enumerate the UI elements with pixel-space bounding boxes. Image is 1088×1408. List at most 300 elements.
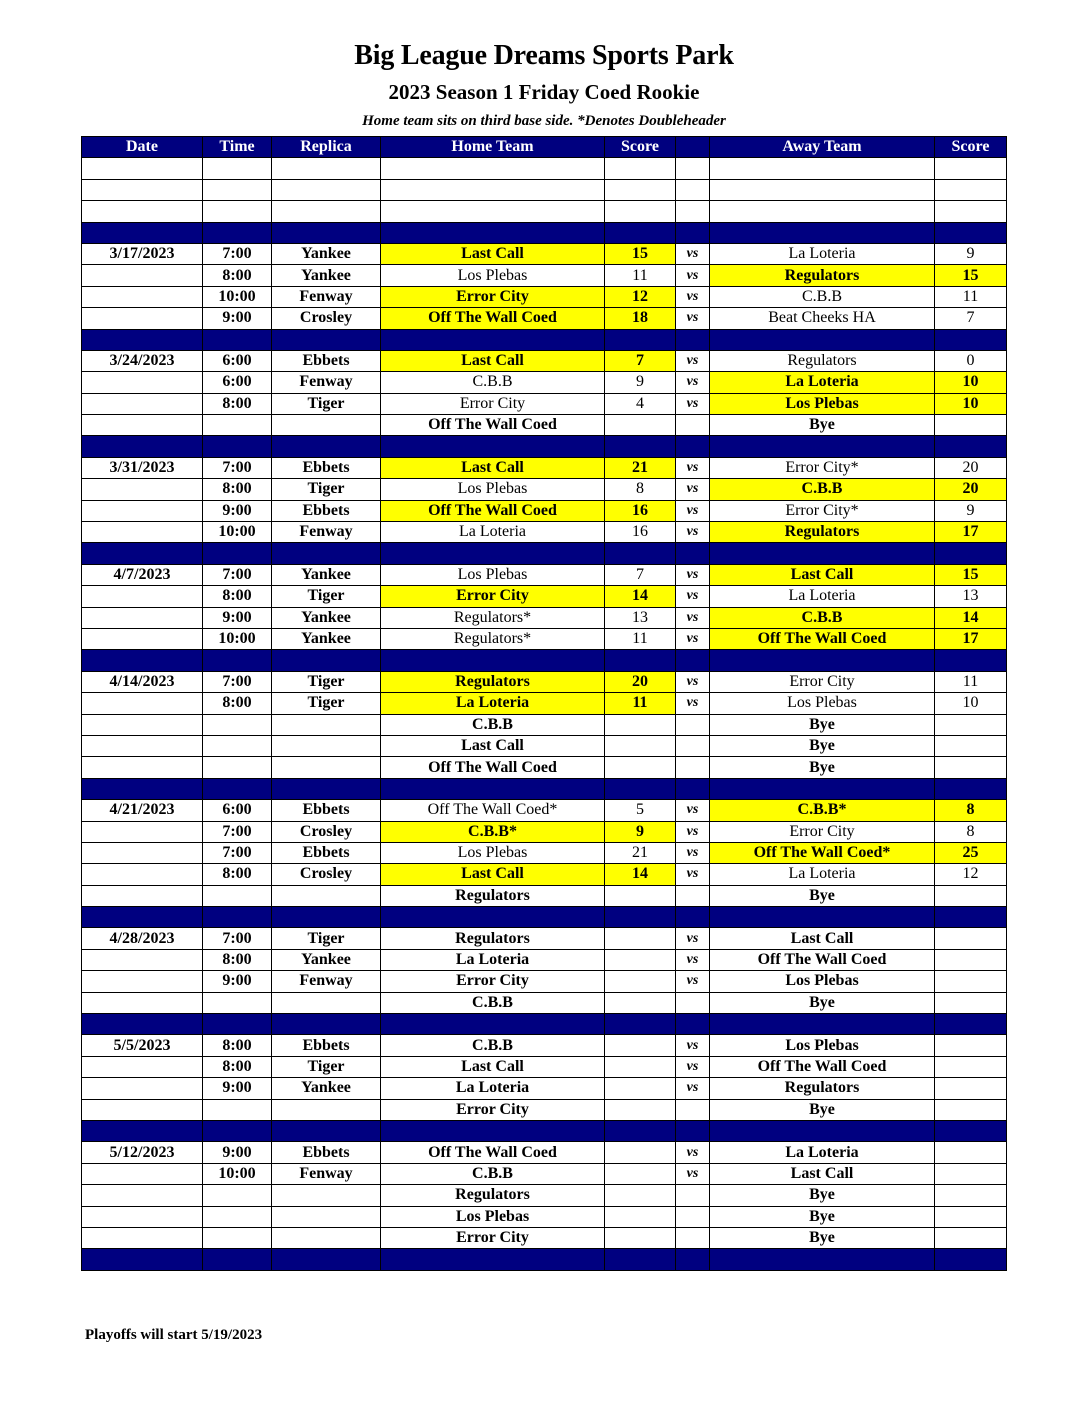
replica-cell bbox=[272, 1099, 381, 1120]
replica-cell: Yankee bbox=[272, 243, 381, 264]
away-team-cell: Bye bbox=[710, 735, 935, 756]
separator-cell bbox=[381, 778, 605, 799]
header-row bbox=[82, 137, 1007, 158]
away-score-cell bbox=[935, 885, 1007, 906]
away-score-cell: 8 bbox=[935, 821, 1007, 842]
separator-cell bbox=[676, 543, 710, 564]
away-score-cell: 25 bbox=[935, 842, 1007, 863]
replica-cell bbox=[272, 415, 381, 436]
separator-cell bbox=[710, 222, 935, 243]
separator-cell bbox=[935, 650, 1007, 671]
separator-cell bbox=[605, 222, 676, 243]
game-row bbox=[82, 1206, 1007, 1227]
separator-cell bbox=[710, 436, 935, 457]
home-score-cell bbox=[605, 971, 676, 992]
home-team-cell: C.B.B* bbox=[381, 821, 605, 842]
separator-cell bbox=[605, 1120, 676, 1141]
home-team-cell: Off The Wall Coed bbox=[381, 415, 605, 436]
page-subtitle: 2023 Season 1 Friday Coed Rookie bbox=[388, 80, 700, 104]
separator-cell bbox=[203, 222, 272, 243]
col-header-away-team: Away Team bbox=[710, 137, 935, 158]
away-score-cell bbox=[935, 735, 1007, 756]
date-cell bbox=[82, 885, 203, 906]
empty-cell bbox=[272, 201, 381, 222]
separator-cell bbox=[381, 1014, 605, 1035]
time-cell: 9:00 bbox=[203, 1142, 272, 1163]
away-score-cell: 10 bbox=[935, 693, 1007, 714]
away-team-cell: Error City* bbox=[710, 500, 935, 521]
home-score-cell: 16 bbox=[605, 500, 676, 521]
replica-cell: Ebbets bbox=[272, 842, 381, 863]
away-team-cell: Off The Wall Coed bbox=[710, 1056, 935, 1077]
vs-cell: vs bbox=[676, 1056, 710, 1077]
away-team-cell: Error City bbox=[710, 821, 935, 842]
separator-cell bbox=[676, 778, 710, 799]
vs-cell: vs bbox=[676, 671, 710, 692]
separator-cell bbox=[381, 907, 605, 928]
game-row bbox=[82, 1078, 1007, 1099]
date-cell bbox=[82, 586, 203, 607]
replica-cell: Ebbets bbox=[272, 800, 381, 821]
separator-cell bbox=[381, 329, 605, 350]
home-team-cell: Regulators bbox=[381, 928, 605, 949]
home-score-cell: 4 bbox=[605, 393, 676, 414]
blank-row bbox=[82, 158, 1007, 179]
vs-cell bbox=[676, 1227, 710, 1248]
time-cell: 9:00 bbox=[203, 1078, 272, 1099]
game-row bbox=[82, 1035, 1007, 1056]
vs-cell: vs bbox=[676, 800, 710, 821]
separator-cell bbox=[676, 436, 710, 457]
empty-cell bbox=[272, 158, 381, 179]
game-row bbox=[82, 286, 1007, 307]
week-separator-row bbox=[82, 1014, 1007, 1035]
away-score-cell: 15 bbox=[935, 265, 1007, 286]
game-row bbox=[82, 243, 1007, 264]
empty-cell bbox=[605, 179, 676, 200]
vs-cell bbox=[676, 885, 710, 906]
separator-cell bbox=[203, 436, 272, 457]
time-cell: 9:00 bbox=[203, 971, 272, 992]
replica-cell: Tiger bbox=[272, 479, 381, 500]
separator-cell bbox=[605, 329, 676, 350]
date-cell: 5/12/2023 bbox=[82, 1142, 203, 1163]
vs-cell: vs bbox=[676, 308, 710, 329]
away-team-cell: Bye bbox=[710, 714, 935, 735]
footer-note: Playoffs will start 5/19/2023 bbox=[85, 1327, 263, 1343]
replica-cell bbox=[272, 714, 381, 735]
date-cell: 4/7/2023 bbox=[82, 564, 203, 585]
separator-cell bbox=[203, 778, 272, 799]
replica-cell: Tiger bbox=[272, 586, 381, 607]
date-cell: 5/5/2023 bbox=[82, 1035, 203, 1056]
game-row bbox=[82, 971, 1007, 992]
away-team-cell: Bye bbox=[710, 415, 935, 436]
away-score-cell bbox=[935, 971, 1007, 992]
away-score-cell: 8 bbox=[935, 800, 1007, 821]
home-score-cell: 11 bbox=[605, 693, 676, 714]
separator-cell bbox=[381, 650, 605, 671]
away-score-cell bbox=[935, 1163, 1007, 1184]
game-row bbox=[82, 457, 1007, 478]
vs-cell: vs bbox=[676, 1163, 710, 1184]
separator-cell bbox=[381, 436, 605, 457]
game-row bbox=[82, 949, 1007, 970]
separator-cell bbox=[710, 650, 935, 671]
empty-cell bbox=[676, 201, 710, 222]
game-row bbox=[82, 350, 1007, 371]
date-cell bbox=[82, 1185, 203, 1206]
game-row bbox=[82, 714, 1007, 735]
home-team-cell: La Loteria bbox=[381, 949, 605, 970]
game-row bbox=[82, 821, 1007, 842]
home-score-cell: 20 bbox=[605, 671, 676, 692]
replica-cell: Tiger bbox=[272, 693, 381, 714]
home-score-cell: 12 bbox=[605, 286, 676, 307]
week-separator-row bbox=[82, 650, 1007, 671]
vs-cell: vs bbox=[676, 628, 710, 649]
empty-cell bbox=[605, 158, 676, 179]
empty-cell bbox=[605, 201, 676, 222]
home-score-cell: 21 bbox=[605, 457, 676, 478]
replica-cell bbox=[272, 735, 381, 756]
home-score-cell: 15 bbox=[605, 243, 676, 264]
home-score-cell bbox=[605, 1099, 676, 1120]
home-team-cell: La Loteria bbox=[381, 1078, 605, 1099]
replica-cell: Yankee bbox=[272, 628, 381, 649]
replica-cell: Yankee bbox=[272, 265, 381, 286]
week-separator-row bbox=[82, 907, 1007, 928]
schedule-table bbox=[81, 136, 1007, 1271]
vs-cell: vs bbox=[676, 457, 710, 478]
home-score-cell: 14 bbox=[605, 864, 676, 885]
vs-cell: vs bbox=[676, 693, 710, 714]
away-team-cell: Beat Cheeks HA bbox=[710, 308, 935, 329]
vs-cell: vs bbox=[676, 286, 710, 307]
vs-cell: vs bbox=[676, 949, 710, 970]
separator-cell bbox=[82, 436, 203, 457]
vs-cell: vs bbox=[676, 393, 710, 414]
away-team-cell: C.B.B bbox=[710, 607, 935, 628]
home-score-cell: 11 bbox=[605, 265, 676, 286]
separator-cell bbox=[82, 1120, 203, 1141]
home-team-cell: Last Call bbox=[381, 457, 605, 478]
game-row bbox=[82, 522, 1007, 543]
home-score-cell: 13 bbox=[605, 607, 676, 628]
home-team-cell: La Loteria bbox=[381, 522, 605, 543]
home-team-cell: Regulators bbox=[381, 1185, 605, 1206]
date-cell bbox=[82, 735, 203, 756]
home-team-cell: Last Call bbox=[381, 735, 605, 756]
home-team-cell: Error City bbox=[381, 286, 605, 307]
away-score-cell bbox=[935, 1099, 1007, 1120]
vs-cell: vs bbox=[676, 350, 710, 371]
time-cell bbox=[203, 1099, 272, 1120]
separator-cell bbox=[710, 907, 935, 928]
vs-cell: vs bbox=[676, 971, 710, 992]
time-cell bbox=[203, 757, 272, 778]
replica-cell: Tiger bbox=[272, 393, 381, 414]
time-cell: 6:00 bbox=[203, 800, 272, 821]
date-cell bbox=[82, 308, 203, 329]
separator-cell bbox=[935, 907, 1007, 928]
home-score-cell bbox=[605, 1035, 676, 1056]
separator-cell bbox=[676, 222, 710, 243]
replica-cell bbox=[272, 1206, 381, 1227]
away-team-cell: La Loteria bbox=[710, 864, 935, 885]
separator-cell bbox=[82, 222, 203, 243]
away-team-cell: Bye bbox=[710, 1227, 935, 1248]
replica-cell: Fenway bbox=[272, 971, 381, 992]
separator-cell bbox=[82, 1014, 203, 1035]
game-row bbox=[82, 1099, 1007, 1120]
home-team-cell: Los Plebas bbox=[381, 564, 605, 585]
away-team-cell: La Loteria bbox=[710, 243, 935, 264]
date-cell bbox=[82, 992, 203, 1013]
replica-cell: Tiger bbox=[272, 671, 381, 692]
vs-cell: vs bbox=[676, 479, 710, 500]
vs-cell: vs bbox=[676, 522, 710, 543]
date-cell: 3/17/2023 bbox=[82, 243, 203, 264]
separator-cell bbox=[676, 907, 710, 928]
replica-cell bbox=[272, 757, 381, 778]
date-cell bbox=[82, 1227, 203, 1248]
home-score-cell: 8 bbox=[605, 479, 676, 500]
separator-cell bbox=[272, 650, 381, 671]
game-row bbox=[82, 864, 1007, 885]
away-team-cell: Last Call bbox=[710, 564, 935, 585]
home-team-cell: Error City bbox=[381, 1099, 605, 1120]
empty-cell bbox=[710, 158, 935, 179]
date-cell bbox=[82, 286, 203, 307]
date-cell bbox=[82, 1163, 203, 1184]
away-team-cell: C.B.B* bbox=[710, 800, 935, 821]
away-score-cell bbox=[935, 1185, 1007, 1206]
vs-cell bbox=[676, 714, 710, 735]
separator-cell bbox=[710, 778, 935, 799]
date-cell bbox=[82, 1206, 203, 1227]
away-team-cell: Bye bbox=[710, 885, 935, 906]
separator-cell bbox=[935, 436, 1007, 457]
away-team-cell: Bye bbox=[710, 757, 935, 778]
empty-cell bbox=[710, 179, 935, 200]
date-cell bbox=[82, 1078, 203, 1099]
time-cell: 10:00 bbox=[203, 628, 272, 649]
vs-cell: vs bbox=[676, 864, 710, 885]
date-cell bbox=[82, 821, 203, 842]
home-score-cell: 21 bbox=[605, 842, 676, 863]
away-score-cell: 17 bbox=[935, 522, 1007, 543]
empty-cell bbox=[82, 179, 203, 200]
separator-cell bbox=[676, 329, 710, 350]
away-team-cell: C.B.B bbox=[710, 286, 935, 307]
blank-row bbox=[82, 201, 1007, 222]
game-row bbox=[82, 1142, 1007, 1163]
separator-cell bbox=[935, 778, 1007, 799]
game-row bbox=[82, 607, 1007, 628]
separator-cell bbox=[935, 329, 1007, 350]
away-team-cell: Error City* bbox=[710, 457, 935, 478]
date-cell: 3/24/2023 bbox=[82, 350, 203, 371]
home-score-cell bbox=[605, 928, 676, 949]
vs-cell bbox=[676, 757, 710, 778]
separator-cell bbox=[935, 222, 1007, 243]
separator-cell bbox=[82, 329, 203, 350]
separator-cell bbox=[676, 1120, 710, 1141]
away-team-cell: Regulators bbox=[710, 1078, 935, 1099]
game-row bbox=[82, 479, 1007, 500]
week-separator-row bbox=[82, 1249, 1007, 1270]
col-header-vs bbox=[676, 137, 710, 158]
date-cell bbox=[82, 607, 203, 628]
game-row bbox=[82, 800, 1007, 821]
game-row bbox=[82, 885, 1007, 906]
date-cell: 4/21/2023 bbox=[82, 800, 203, 821]
game-row bbox=[82, 628, 1007, 649]
replica-cell: Yankee bbox=[272, 949, 381, 970]
away-score-cell bbox=[935, 1142, 1007, 1163]
home-team-cell: Regulators bbox=[381, 671, 605, 692]
time-cell: 8:00 bbox=[203, 693, 272, 714]
away-score-cell: 20 bbox=[935, 457, 1007, 478]
date-cell bbox=[82, 265, 203, 286]
home-score-cell bbox=[605, 1185, 676, 1206]
home-team-cell: C.B.B bbox=[381, 1035, 605, 1056]
replica-cell bbox=[272, 1227, 381, 1248]
date-cell bbox=[82, 693, 203, 714]
date-cell bbox=[82, 1056, 203, 1077]
away-team-cell: Los Plebas bbox=[710, 393, 935, 414]
empty-cell bbox=[676, 179, 710, 200]
game-row bbox=[82, 415, 1007, 436]
time-cell: 7:00 bbox=[203, 564, 272, 585]
replica-cell: Crosley bbox=[272, 821, 381, 842]
game-row bbox=[82, 372, 1007, 393]
game-row bbox=[82, 1163, 1007, 1184]
away-score-cell: 9 bbox=[935, 243, 1007, 264]
date-cell bbox=[82, 522, 203, 543]
time-cell: 10:00 bbox=[203, 286, 272, 307]
separator-cell bbox=[82, 650, 203, 671]
time-cell: 9:00 bbox=[203, 500, 272, 521]
game-row bbox=[82, 735, 1007, 756]
replica-cell: Yankee bbox=[272, 564, 381, 585]
empty-cell bbox=[935, 179, 1007, 200]
separator-cell bbox=[82, 543, 203, 564]
replica-cell: Ebbets bbox=[272, 1035, 381, 1056]
away-team-cell: Bye bbox=[710, 1099, 935, 1120]
vs-cell: vs bbox=[676, 607, 710, 628]
vs-cell: vs bbox=[676, 842, 710, 863]
empty-cell bbox=[381, 158, 605, 179]
home-score-cell: 5 bbox=[605, 800, 676, 821]
time-cell: 8:00 bbox=[203, 393, 272, 414]
away-score-cell: 9 bbox=[935, 500, 1007, 521]
away-team-cell: Regulators bbox=[710, 350, 935, 371]
home-team-cell: Off The Wall Coed* bbox=[381, 800, 605, 821]
away-score-cell: 15 bbox=[935, 564, 1007, 585]
replica-cell: Fenway bbox=[272, 1163, 381, 1184]
separator-cell bbox=[203, 907, 272, 928]
time-cell: 7:00 bbox=[203, 821, 272, 842]
time-cell: 8:00 bbox=[203, 1056, 272, 1077]
home-score-cell bbox=[605, 714, 676, 735]
home-team-cell: Los Plebas bbox=[381, 1206, 605, 1227]
home-team-cell: Last Call bbox=[381, 243, 605, 264]
separator-cell bbox=[605, 907, 676, 928]
week-separator-row bbox=[82, 436, 1007, 457]
away-score-cell bbox=[935, 757, 1007, 778]
game-row bbox=[82, 265, 1007, 286]
away-score-cell bbox=[935, 1227, 1007, 1248]
away-score-cell: 13 bbox=[935, 586, 1007, 607]
separator-cell bbox=[82, 1249, 203, 1270]
away-score-cell bbox=[935, 1078, 1007, 1099]
time-cell: 8:00 bbox=[203, 479, 272, 500]
date-cell bbox=[82, 393, 203, 414]
home-score-cell bbox=[605, 1163, 676, 1184]
separator-cell bbox=[605, 543, 676, 564]
date-cell bbox=[82, 372, 203, 393]
separator-cell bbox=[272, 222, 381, 243]
separator-cell bbox=[272, 778, 381, 799]
home-team-cell: Last Call bbox=[381, 350, 605, 371]
header-note: Home team sits on third base side. *Denotes Doubleheader bbox=[362, 113, 726, 129]
vs-cell: vs bbox=[676, 586, 710, 607]
game-row bbox=[82, 308, 1007, 329]
week-separator-row bbox=[82, 778, 1007, 799]
home-team-cell: C.B.B bbox=[381, 714, 605, 735]
home-team-cell: C.B.B bbox=[381, 992, 605, 1013]
time-cell: 9:00 bbox=[203, 308, 272, 329]
away-team-cell: Regulators bbox=[710, 265, 935, 286]
away-score-cell bbox=[935, 1056, 1007, 1077]
schedule-body bbox=[82, 158, 1007, 1270]
away-score-cell: 10 bbox=[935, 372, 1007, 393]
vs-cell bbox=[676, 735, 710, 756]
replica-cell: Tiger bbox=[272, 928, 381, 949]
date-cell bbox=[82, 714, 203, 735]
replica-cell: Fenway bbox=[272, 372, 381, 393]
replica-cell bbox=[272, 885, 381, 906]
away-score-cell bbox=[935, 992, 1007, 1013]
away-team-cell: Error City bbox=[710, 671, 935, 692]
empty-cell bbox=[203, 179, 272, 200]
week-separator-row bbox=[82, 329, 1007, 350]
vs-cell bbox=[676, 1206, 710, 1227]
home-team-cell: Regulators* bbox=[381, 628, 605, 649]
away-score-cell: 17 bbox=[935, 628, 1007, 649]
game-row bbox=[82, 1227, 1007, 1248]
time-cell: 8:00 bbox=[203, 864, 272, 885]
separator-cell bbox=[935, 543, 1007, 564]
home-team-cell: Los Plebas bbox=[381, 265, 605, 286]
date-cell bbox=[82, 1099, 203, 1120]
date-cell bbox=[82, 415, 203, 436]
away-team-cell: Off The Wall Coed bbox=[710, 949, 935, 970]
empty-cell bbox=[676, 158, 710, 179]
date-cell bbox=[82, 500, 203, 521]
col-header-home-team: Home Team bbox=[381, 137, 605, 158]
empty-cell bbox=[381, 201, 605, 222]
home-score-cell bbox=[605, 885, 676, 906]
away-score-cell: 11 bbox=[935, 671, 1007, 692]
date-cell bbox=[82, 864, 203, 885]
separator-cell bbox=[272, 436, 381, 457]
date-cell: 4/14/2023 bbox=[82, 671, 203, 692]
replica-cell: Crosley bbox=[272, 864, 381, 885]
time-cell: 8:00 bbox=[203, 1035, 272, 1056]
